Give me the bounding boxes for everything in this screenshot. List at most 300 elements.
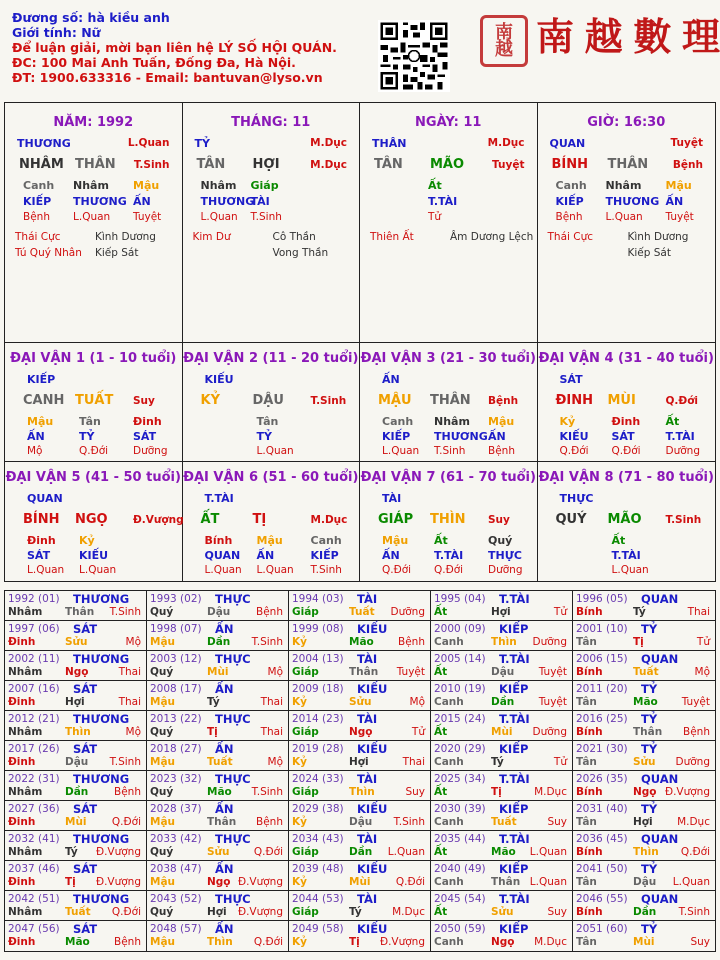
year-label: 2000 (09) [434, 623, 486, 635]
year-branch: Tuất [207, 756, 233, 768]
hidden-phase: Dưỡng [133, 445, 168, 457]
hidden-god: T.TÀI [428, 195, 458, 208]
hidden-stem: Kỷ [79, 534, 95, 547]
year-phase: Tử [411, 726, 425, 738]
decade-stem: MẬU [378, 393, 412, 408]
year-branch: Dần [207, 636, 231, 648]
year-god: THỰC [215, 652, 251, 666]
year-stem: Bính [576, 846, 603, 858]
hidden-phase: Bệnh [488, 445, 515, 457]
star: Âm Dương Lệch [450, 231, 534, 243]
decade-god: THỰC [559, 492, 594, 505]
decade-title: ĐẠI VẬN 2 (11 - 20 tuổi) [183, 351, 359, 366]
hidden-god: KIẾP [310, 549, 339, 562]
year-branch: Hợi [349, 756, 369, 768]
hidden-god: ẤN [665, 195, 684, 208]
year-branch: Tị [349, 936, 360, 948]
decade-stem: ẤT [200, 512, 220, 527]
year-god: THƯƠNG [73, 832, 130, 846]
year-cell [147, 711, 289, 740]
year-phase: Mộ [267, 756, 283, 768]
hidden-stem: Canh [382, 415, 414, 428]
heavenly-stem: TÂN [374, 157, 403, 172]
year-branch: Dần [65, 786, 89, 798]
header-info [12, 10, 337, 85]
year-god: THỰC [215, 892, 251, 906]
year-phase: T.Sinh [109, 606, 141, 618]
year-stem: Giáp [292, 666, 319, 678]
decade-stem: GIÁP [378, 512, 414, 527]
year-branch: Sửu [633, 756, 656, 768]
hidden-god: THƯƠNG [200, 195, 255, 208]
year-phase: Mộ [409, 696, 425, 708]
decade-phase: Đ.Vượng [133, 514, 184, 526]
pillar-title: GIỜ: 16:30 [587, 115, 666, 130]
year-branch: Tị [491, 786, 502, 798]
year-god: QUAN [641, 592, 679, 606]
year-cell [147, 591, 289, 620]
year-phase: Thai [118, 696, 141, 708]
hidden-god: SÁT [27, 549, 51, 562]
hidden-stem: Nhâm [73, 179, 109, 192]
year-branch: Thìn [207, 936, 233, 948]
hidden-phase: Q.Đới [79, 445, 109, 457]
hidden-god: THƯƠNG [73, 195, 127, 208]
year-label: 2051 (60) [576, 923, 628, 935]
year-label: 2026 (35) [576, 773, 628, 785]
year-label: 2048 (57) [150, 923, 202, 935]
year-god: THƯƠNG [73, 892, 130, 906]
year-god: SÁT [73, 862, 98, 876]
year-god: ẤN [215, 742, 234, 756]
year-cell [431, 921, 573, 951]
year-cell [147, 891, 289, 920]
year-cell [289, 621, 431, 650]
hidden-stem: Ất [428, 179, 442, 192]
year-stem: Mậu [150, 876, 176, 888]
year-label: 2038 (47) [150, 863, 202, 875]
year-label: 2010 (19) [434, 683, 486, 695]
year-phase: Tử [553, 756, 567, 768]
hidden-phase: Dưỡng [665, 445, 700, 457]
year-phase: Bệnh [256, 606, 283, 618]
address: ĐC: 100 Mai Anh Tuấn, Đống Đa, Hà Nội. [12, 55, 296, 70]
year-god: TÀI [357, 832, 378, 846]
year-phase: Bệnh [114, 936, 141, 948]
year-branch: Hợi [65, 696, 85, 708]
year-god: T.TÀI [499, 892, 530, 906]
year-cell [147, 651, 289, 680]
year-phase: T.Sinh [678, 906, 710, 918]
hidden-stem: Bính [204, 534, 233, 547]
year-stem: Giáp [292, 906, 319, 918]
year-label: 2018 (27) [150, 743, 202, 755]
year-branch: Tý [491, 756, 504, 768]
hidden-phase: L.Quan [73, 211, 111, 223]
earthly-branch: THÂN [75, 157, 116, 172]
year-stem: Bính [576, 606, 603, 618]
year-label: 2012 (21) [8, 713, 60, 725]
hidden-stem: Canh [555, 179, 587, 192]
decade-phase: Suy [488, 514, 510, 526]
year-label: 2013 (22) [150, 713, 202, 725]
year-phase: Thai [260, 696, 283, 708]
year-phase: Suy [405, 786, 425, 798]
year-phase: T.Sinh [251, 636, 283, 648]
year-stem: Giáp [292, 726, 319, 738]
year-cell [147, 831, 289, 860]
hidden-phase: Bệnh [555, 211, 583, 223]
year-branch: Mùi [207, 666, 229, 678]
year-god: SÁT [73, 682, 98, 696]
hidden-phase: L.Quan [79, 564, 117, 576]
year-label: 2004 (13) [292, 653, 344, 665]
year-label: 2049 (58) [292, 923, 344, 935]
year-stem: Ất [434, 666, 448, 678]
contact-note: Để luận giải, mời bạn liên hệ LÝ SỐ HỘI QUÁN. [12, 40, 337, 55]
brand-char-4: 理 [681, 14, 720, 59]
year-stem: Quý [150, 906, 174, 918]
hidden-phase: L.Quan [382, 445, 420, 457]
brand-title [536, 14, 720, 60]
year-branch: Dậu [633, 876, 657, 888]
hidden-phase: L.Quan [27, 564, 65, 576]
pillar-title: NĂM: 1992 [53, 115, 134, 130]
gender-label: Giới tính: [12, 25, 77, 40]
year-branch: Hợi [491, 606, 511, 618]
hidden-phase: T.Sinh [250, 211, 282, 223]
hidden-phase: Tuyệt [665, 211, 694, 223]
year-label: 2047 (56) [8, 923, 60, 935]
decade-phase: T.Sinh [310, 395, 347, 407]
year-stem: Đinh [8, 636, 36, 648]
decade-branch: MÃO [607, 512, 642, 527]
year-branch: Tị [633, 636, 644, 648]
year-branch: Mùi [633, 936, 655, 948]
year-label: 1998 (07) [150, 623, 202, 635]
year-label: 1994 (03) [292, 593, 344, 605]
pillar-cell [360, 103, 538, 343]
year-stem: Giáp [292, 606, 319, 618]
year-phase: Thai [402, 756, 425, 768]
decade-phase: M.Dục [310, 514, 348, 526]
year-branch: Thìn [491, 636, 517, 648]
year-phase: Dưỡng [675, 756, 710, 768]
year-cell [289, 921, 431, 951]
year-branch: Dậu [207, 606, 231, 618]
decade-branch: MÙI [607, 393, 636, 408]
year-stem: Đinh [8, 876, 36, 888]
year-cell [573, 591, 715, 620]
year-god: SÁT [73, 922, 98, 936]
pillar-title: THÁNG: 11 [231, 115, 311, 130]
year-god: KIẾU [357, 862, 388, 876]
decade-god: KIẾP [27, 373, 56, 386]
year-phase: Bệnh [398, 636, 425, 648]
year-stem: Bính [576, 906, 603, 918]
hidden-stem: Mậu [27, 415, 54, 428]
hidden-god: THƯƠNG [605, 195, 660, 208]
hidden-stem: Đinh [27, 534, 56, 547]
year-branch: Ngọ [349, 726, 373, 738]
hidden-stem: Canh [310, 534, 342, 547]
year-phase: Tuyệt [538, 666, 567, 678]
year-label: 2030 (39) [434, 803, 486, 815]
pillar-cell [538, 103, 716, 343]
year-label: 2017 (26) [8, 743, 60, 755]
year-cell [573, 801, 715, 830]
year-god: THỰC [215, 772, 251, 786]
star: Kiếp Sát [627, 247, 671, 259]
year-god: T.TÀI [499, 592, 530, 606]
year-stem: Quý [150, 846, 174, 858]
hidden-stem: Mậu [256, 534, 283, 547]
year-phase: Bệnh [256, 816, 283, 828]
year-god: THỰC [215, 592, 251, 606]
year-branch: Dần [633, 906, 657, 918]
year-god: ẤN [215, 862, 234, 876]
year-row [5, 621, 715, 651]
hidden-god: KIẾU [559, 430, 589, 443]
year-branch: Ngọ [633, 786, 657, 798]
year-row [5, 801, 715, 831]
life-phase: M.Dục [487, 137, 525, 149]
star: Thái Cực [15, 231, 61, 243]
hidden-stem: Nhâm [605, 179, 642, 192]
year-stem: Nhâm [8, 846, 43, 858]
year-cell [5, 831, 147, 860]
year-label: 2014 (23) [292, 713, 344, 725]
year-god: SÁT [73, 802, 98, 816]
year-phase: Tử [696, 636, 710, 648]
decade-stem: ĐINH [555, 393, 593, 408]
year-branch: Tý [207, 696, 220, 708]
year-cell [573, 861, 715, 890]
year-god: ẤN [215, 922, 234, 936]
hidden-god: SÁT [611, 430, 635, 443]
year-stem: Tân [576, 756, 597, 768]
year-label: 2046 (55) [576, 893, 628, 905]
year-phase: Thai [687, 606, 710, 618]
hidden-phase: Mộ [27, 445, 43, 457]
year-branch: Thìn [633, 846, 659, 858]
branch-phase: Bệnh [672, 159, 703, 171]
year-stem: Canh [434, 636, 464, 648]
year-stem: Ất [434, 726, 448, 738]
year-phase: L.Quan [529, 876, 567, 888]
year-phase: Suy [547, 816, 567, 828]
decade-branch: THÂN [430, 393, 471, 408]
decade-branch: DẬU [252, 393, 284, 408]
year-label: 2032 (41) [8, 833, 60, 845]
year-phase: Đ.Vượng [237, 906, 283, 918]
year-god: T.TÀI [499, 832, 530, 846]
year-god: T.TÀI [499, 652, 530, 666]
pillar-cell [5, 103, 183, 343]
year-label: 2040 (49) [434, 863, 486, 875]
year-god: TÀI [357, 652, 378, 666]
year-cell [289, 651, 431, 680]
year-phase: Dưỡng [532, 726, 567, 738]
year-god: KIẾP [499, 682, 529, 696]
earthly-branch: THÂN [607, 157, 649, 172]
year-branch: Mùi [65, 816, 87, 828]
decade-title: ĐẠI VẬN 4 (31 - 40 tuổi) [538, 351, 714, 366]
year-branch: Thân [633, 726, 663, 738]
year-label: 2042 (51) [8, 893, 60, 905]
year-god: THƯƠNG [73, 772, 130, 786]
year-god: THỰC [215, 832, 251, 846]
year-branch: Dần [349, 846, 373, 858]
year-stem: Tân [576, 816, 597, 828]
year-branch: Thân [207, 816, 237, 828]
heavenly-stem: BÍNH [551, 157, 589, 172]
earthly-branch: MÃO [430, 157, 465, 172]
decade-god: SÁT [559, 373, 583, 386]
ten-god: THƯƠNG [17, 137, 71, 150]
year-stem: Giáp [292, 846, 319, 858]
hidden-phase: L.Quan [611, 564, 649, 576]
year-branch: Sửu [491, 906, 514, 918]
hidden-stem: Đinh [133, 415, 162, 428]
year-branch: Ngọ [491, 936, 515, 948]
life-phase: Tuyệt [670, 137, 703, 149]
year-row [5, 861, 715, 891]
hidden-stem: Mậu [665, 179, 692, 192]
hidden-god: KIẾP [23, 195, 52, 208]
year-cell [431, 831, 573, 860]
year-cell [573, 921, 715, 951]
year-cell [5, 681, 147, 710]
branch-phase: T.Sinh [133, 159, 170, 171]
hidden-stem: Canh [23, 179, 55, 192]
year-cell [5, 711, 147, 740]
hidden-god: QUAN [204, 549, 241, 562]
year-phase: M.Dục [534, 786, 567, 798]
year-branch: Tuất [65, 906, 91, 918]
year-cell [573, 771, 715, 800]
brand-char-3: 數 [633, 14, 672, 59]
year-cell [289, 591, 431, 620]
year-branch: Mão [65, 936, 90, 948]
year-cell [5, 921, 147, 951]
year-stem: Ất [434, 786, 448, 798]
decade-title: ĐẠI VẬN 3 (21 - 30 tuổi) [360, 351, 536, 366]
decade-title: ĐẠI VẬN 7 (61 - 70 tuổi) [360, 470, 536, 485]
hidden-god: ẤN [382, 549, 400, 562]
decade-branch: TỊ [252, 512, 267, 527]
decade-title: ĐẠI VẬN 5 (41 - 50 tuổi) [5, 470, 181, 485]
year-branch: Mão [633, 696, 658, 708]
year-cell [289, 801, 431, 830]
year-god: ẤN [215, 802, 234, 816]
hidden-stem: Mậu [488, 415, 515, 428]
year-row [5, 591, 715, 621]
decade-branch: NGỌ [75, 512, 108, 527]
year-phase: M.Dục [677, 816, 710, 828]
year-label: 2025 (34) [434, 773, 486, 785]
decade-cell [5, 462, 183, 581]
year-label: 2019 (28) [292, 743, 344, 755]
hidden-stem: Kỷ [559, 415, 576, 428]
year-stem: Canh [434, 756, 464, 768]
hidden-stem: Mậu [382, 534, 409, 547]
year-label: 2020 (29) [434, 743, 486, 755]
year-row [5, 771, 715, 801]
year-phase: Tử [553, 606, 567, 618]
year-god: ẤN [215, 682, 234, 696]
year-row [5, 681, 715, 711]
year-label: 2009 (18) [292, 683, 344, 695]
year-branch: Tý [349, 906, 362, 918]
year-cell [289, 861, 431, 890]
hidden-stem: Giáp [250, 179, 279, 192]
decade-phase: T.Sinh [665, 514, 702, 526]
year-cell [431, 861, 573, 890]
year-branch: Hợi [207, 906, 227, 918]
decade-god: QUAN [27, 492, 63, 505]
year-branch: Tị [207, 726, 218, 738]
year-god: KIẾU [357, 802, 388, 816]
year-branch: Thìn [349, 786, 375, 798]
year-cell [5, 891, 147, 920]
year-cell [431, 591, 573, 620]
year-stem: Ất [434, 606, 448, 618]
hidden-stem: Mậu [133, 179, 160, 192]
year-branch: Sửu [349, 696, 372, 708]
year-label: 2007 (16) [8, 683, 60, 695]
hidden-stem: Nhâm [434, 415, 470, 428]
year-stem: Kỷ [292, 636, 307, 648]
decade-title: ĐẠI VẬN 1 (1 - 10 tuổi) [10, 351, 177, 366]
year-branch: Mão [207, 786, 232, 798]
pillar-title: NGÀY: 11 [415, 115, 482, 130]
year-god: TÀI [357, 772, 378, 786]
year-branch: Tuất [633, 666, 659, 678]
hidden-phase: T.Sinh [310, 564, 342, 576]
year-label: 2008 (17) [150, 683, 202, 695]
year-cell [573, 741, 715, 770]
year-phase: Mộ [125, 636, 141, 648]
phone-email: ĐT: 1900.633316 - Email: bantuvan@lyso.vn [12, 70, 323, 85]
year-branch: Thân [491, 876, 521, 888]
year-phase: Dưỡng [532, 636, 567, 648]
year-stem: Tân [576, 636, 597, 648]
year-stem: Bính [576, 786, 603, 798]
hidden-god: KIẾP [382, 430, 411, 443]
year-god: SÁT [73, 622, 98, 636]
year-stem: Mậu [150, 936, 176, 948]
year-cell [5, 651, 147, 680]
year-stem: Đinh [8, 816, 36, 828]
year-stem: Mậu [150, 816, 176, 828]
hidden-god: ẤN [256, 549, 275, 562]
year-cell [431, 681, 573, 710]
year-branch: Ngọ [65, 666, 89, 678]
year-cell [431, 741, 573, 770]
life-phase: M.Dục [310, 137, 347, 149]
year-row [5, 711, 715, 741]
hidden-god: ẤN [133, 195, 151, 208]
year-god: KIẾU [357, 922, 388, 936]
year-label: 2016 (25) [576, 713, 628, 725]
decade-branch: THÌN [430, 512, 466, 527]
subject-label: Đương số: [12, 10, 84, 25]
year-stem: Kỷ [292, 816, 307, 828]
year-phase: Dưỡng [390, 606, 425, 618]
year-stem: Mậu [150, 636, 176, 648]
branch-phase: M.Dục [310, 159, 347, 171]
